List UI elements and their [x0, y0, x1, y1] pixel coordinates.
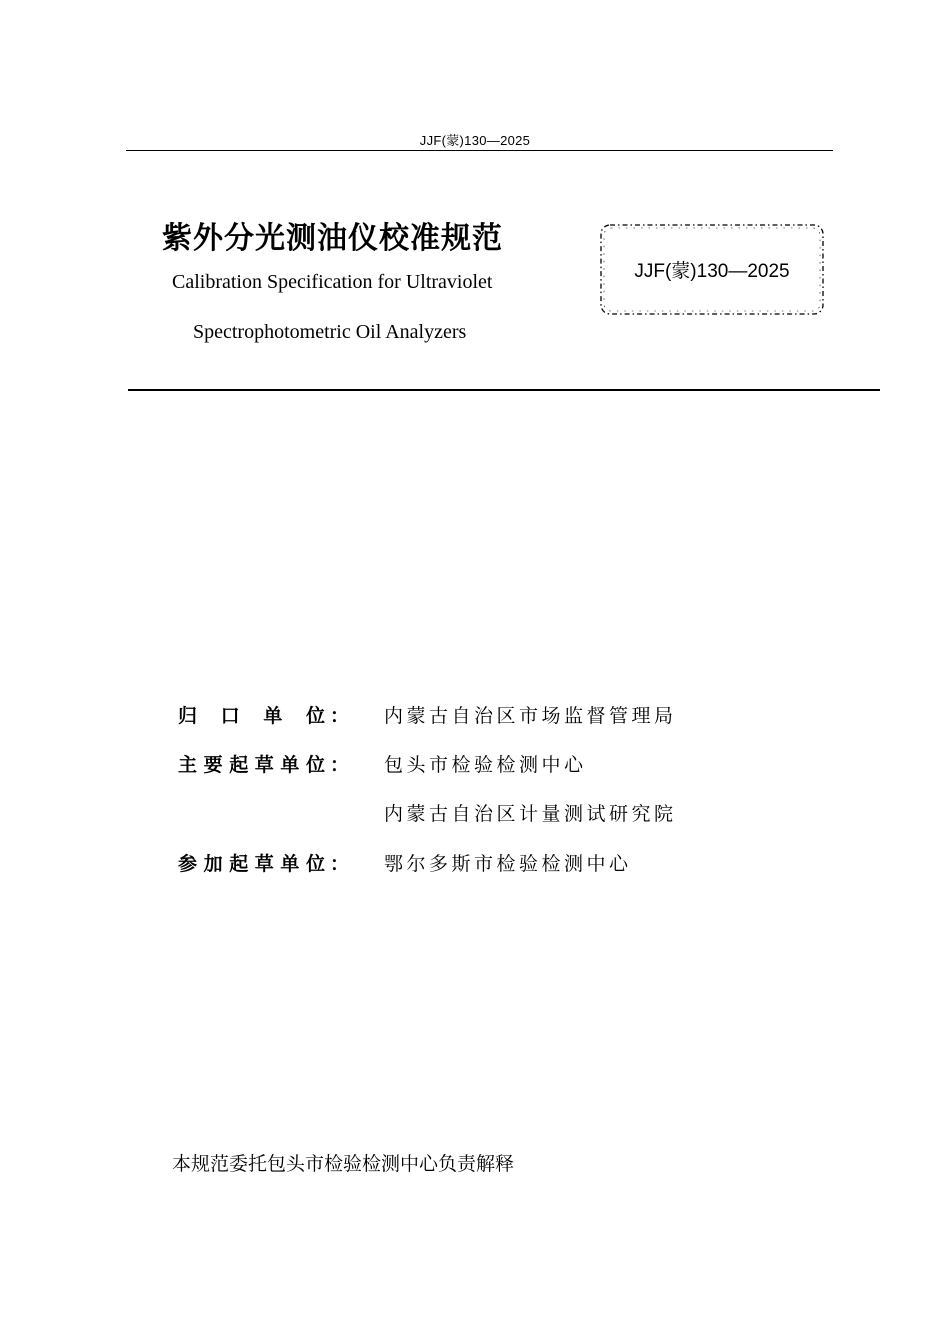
org-row-responsible — [0, 701, 950, 731]
footer-note: 本规范委托包头市检验检测中心负责解释 — [172, 1153, 515, 1175]
org-label-responsible: 归 口 单 位 — [178, 705, 325, 727]
org-value-participating: 鄂尔多斯市检验检测中心 — [384, 853, 632, 875]
title-english-line2: Spectrophotometric Oil Analyzers — [193, 321, 467, 343]
org-label-main-drafting: 主 要 起 草 单 位 — [178, 754, 325, 776]
org-row-main-drafting — [0, 750, 950, 780]
title-chinese: 紫外分光测油仪校准规范 — [162, 221, 503, 256]
org-colon: ： — [330, 705, 350, 727]
main-rule — [128, 389, 880, 391]
org-colon: ： — [330, 853, 350, 875]
org-colon: ： — [330, 754, 350, 776]
title-english-line1: Calibration Specification for Ultraviolet — [172, 271, 493, 293]
code-box — [598, 222, 826, 317]
org-value-responsible: 内蒙古自治区市场监督管理局 — [384, 705, 677, 727]
header-code: JJF(蒙)130—2025 — [419, 133, 531, 148]
org-row-participating — [0, 849, 950, 879]
org-value-main-drafting-2: 内蒙古自治区计量测试研究院 — [384, 803, 677, 825]
org-value-main-drafting-1: 包头市检验检测中心 — [384, 754, 587, 776]
code-box-text: JJF(蒙)130—2025 — [634, 261, 790, 282]
header-rule — [126, 150, 833, 151]
org-row-main-drafting-2 — [0, 799, 950, 829]
org-label-participating: 参 加 起 草 单 位 — [178, 853, 325, 875]
